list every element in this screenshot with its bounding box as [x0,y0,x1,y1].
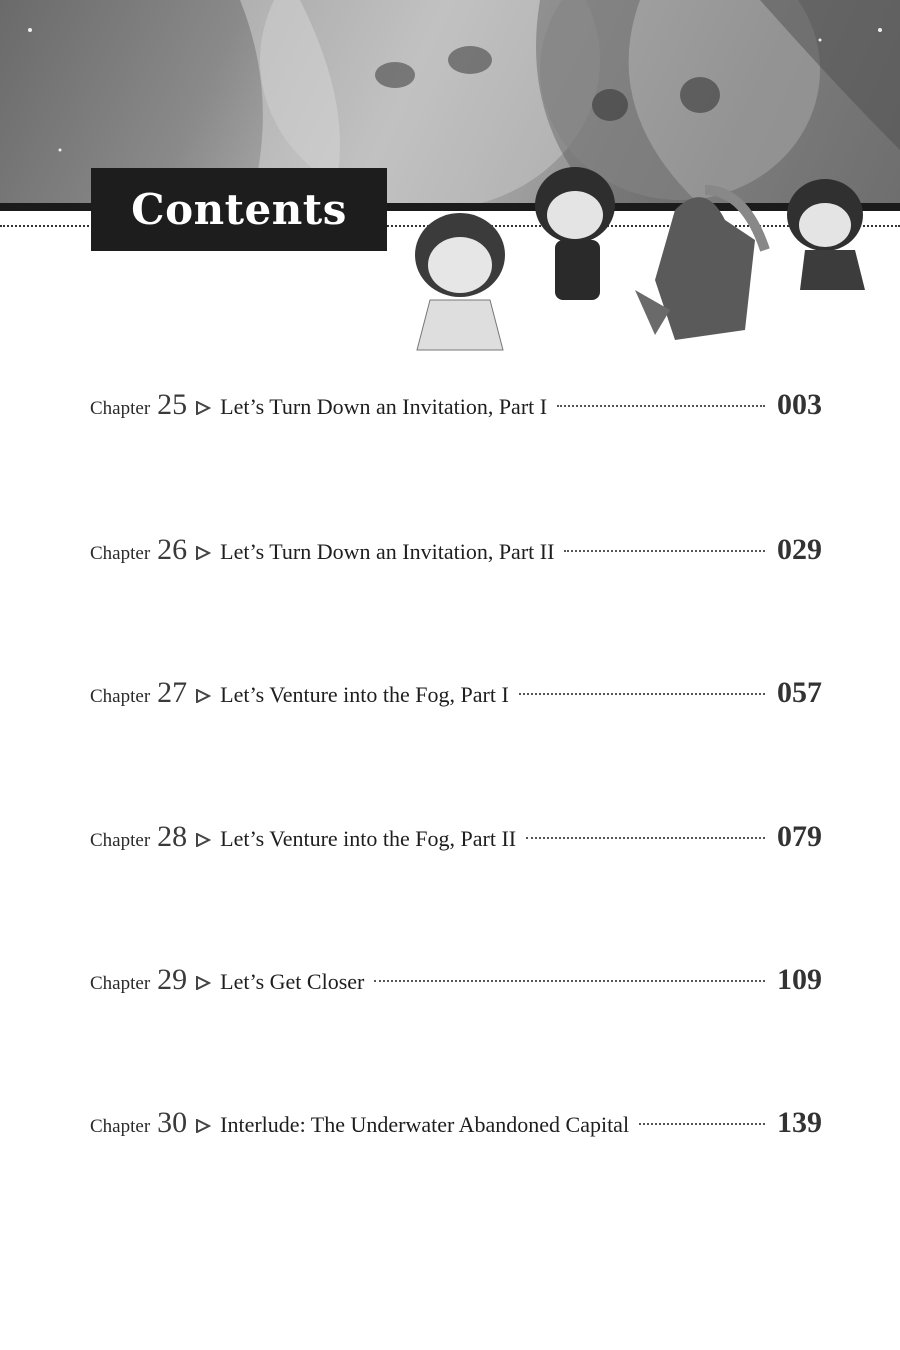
page-number: 029 [777,533,822,566]
chapter-label: Chapter [90,830,151,851]
triangle-arrow-icon [195,401,211,415]
dot-leader [374,980,765,982]
toc-entry[interactable] [90,1106,822,1146]
chibi-girl [415,213,505,350]
chapter-label: Chapter [90,686,151,707]
chibi-boy-whip [787,179,865,290]
dot-leader [639,1123,765,1125]
chibi-dragon-knight [635,190,765,340]
page-number: 057 [777,676,822,709]
chapter-number: 30 [157,1106,188,1139]
page-title: Contents [131,185,347,234]
toc-entry[interactable] [90,676,822,716]
chapter-number: 29 [157,963,188,996]
triangle-arrow-icon [195,833,211,847]
toc-entry[interactable] [90,388,822,428]
triangle-arrow-icon [195,546,211,560]
triangle-arrow-icon [195,1119,211,1133]
page-number: 109 [777,963,822,996]
page-number: 139 [777,1106,822,1139]
chapter-number: 28 [157,820,188,853]
chapter-label: Chapter [90,1116,151,1137]
chapter-title: Interlude: The Underwater Abandoned Capital [220,1112,630,1137]
contents-title-box [91,168,387,251]
chapter-number: 26 [157,533,188,566]
page-number: 003 [777,388,822,421]
dot-leader [564,550,765,552]
triangle-arrow-icon [195,689,211,703]
toc-entry[interactable] [90,963,822,1003]
chapter-label: Chapter [90,543,151,564]
chapter-label: Chapter [90,973,151,994]
chapter-title: Let’s Turn Down an Invitation, Part II [220,539,555,564]
dot-leader [557,405,765,407]
dot-leader [519,693,765,695]
page-number: 079 [777,820,822,853]
chapter-title: Let’s Venture into the Fog, Part I [220,682,509,707]
triangle-arrow-icon [195,976,211,990]
chapter-label: Chapter [90,398,151,419]
chibi-characters-illustration [385,160,885,360]
chapter-title: Let’s Turn Down an Invitation, Part I [220,394,548,419]
chapter-title: Let’s Venture into the Fog, Part II [220,826,517,851]
toc-entry[interactable] [90,820,822,860]
toc-entry[interactable] [90,533,822,573]
chapter-number: 27 [157,676,188,709]
dot-leader [526,837,765,839]
chapter-number: 25 [157,388,188,421]
chapter-title: Let’s Get Closer [220,969,365,994]
chibi-boy-suit [535,167,615,300]
